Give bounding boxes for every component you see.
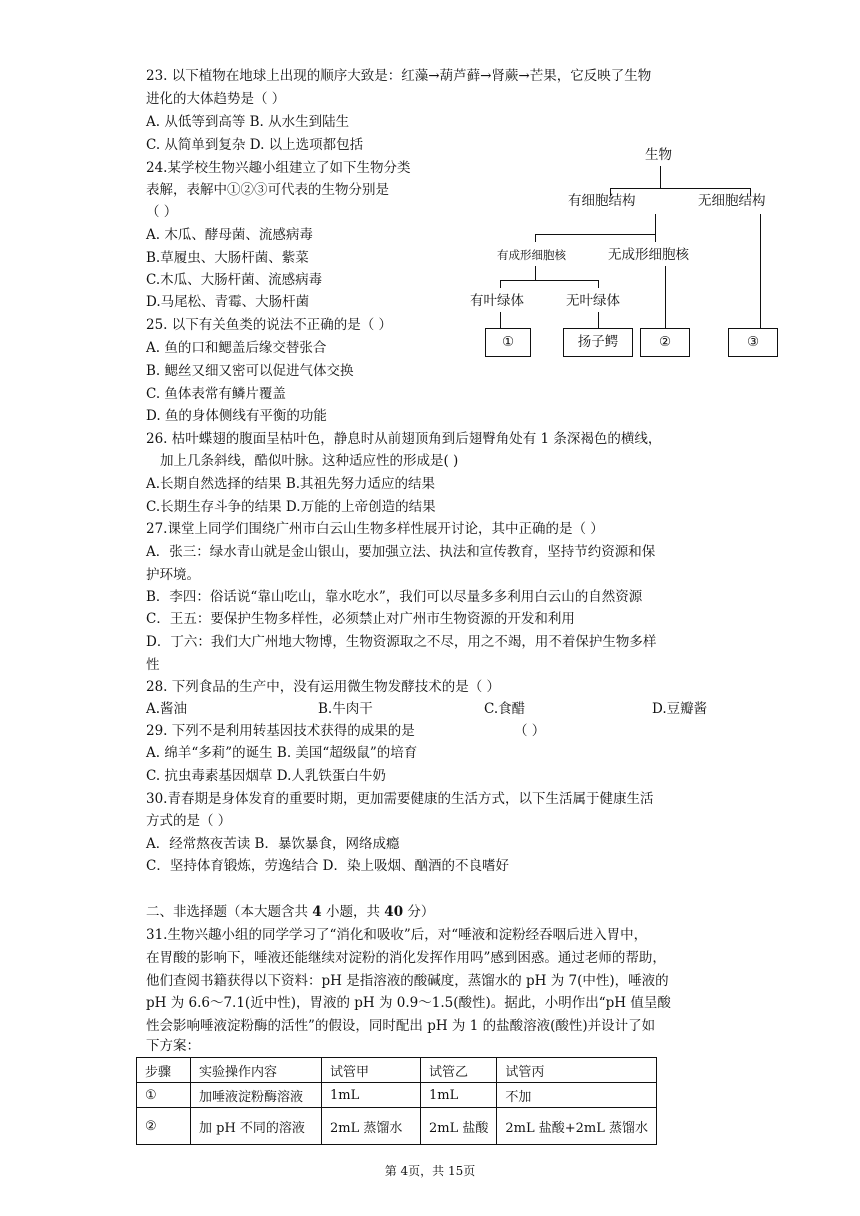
diagram-no-nucleus: 无成形细胞核: [608, 247, 689, 263]
diagram-box-3: ③: [728, 328, 778, 357]
diagram-connector: [598, 312, 599, 328]
q28-stem: 28. 下列食品的生产中，没有运用微生物发酵技术的是（ ）: [146, 679, 501, 695]
q27-option-b: B．李四：俗话说“靠山吃山，靠水吃水”，我们可以尽量多多利用白云山的自然资源: [146, 589, 643, 605]
q23-options-ab: A. 从低等到高等 B. 从水生到陆生: [146, 114, 350, 130]
diagram-connector: [760, 214, 761, 328]
table-header: 步骤: [137, 1058, 191, 1083]
diagram-connector: [500, 280, 501, 288]
q26-options-cd: C.长期生存斗争的结果 D.万能的上帝创造的结果: [146, 499, 436, 515]
page-footer: 第 4页，共 15页: [384, 1164, 476, 1178]
table-header: 试管甲: [322, 1058, 421, 1083]
q29-stem: 29. 下列不是利用转基因技术获得的成果的是: [146, 723, 415, 739]
q31-line2: 在胃酸的影响下，唾液还能继续对淀粉的消化发挥作用吗”感到困惑。通过老师的帮助，: [146, 950, 666, 966]
table-cell: 不加: [497, 1083, 657, 1108]
table-cell: ①: [137, 1083, 191, 1108]
diagram-connector: [598, 280, 599, 288]
q26-line1: 26. 枯叶蝶翅的腹面呈枯叶色，静息时从前翅顶角到后翅臀角处有 1 条深褐色的横线，: [146, 431, 662, 447]
diagram-root: 生物: [645, 147, 672, 163]
diagram-connector: [500, 312, 501, 328]
diagram-connector: [660, 166, 661, 188]
q28-option-c: C.食醋: [484, 701, 526, 717]
diagram-acellular: 无细胞结构: [698, 193, 766, 209]
q28-option-a: A.酱油: [146, 701, 188, 717]
q27-option-a-line1: A．张三：绿水青山就是金山银山，要加强立法、执法和宣传教育，坚持节约资源和保: [146, 544, 656, 560]
table-header: 试管丙: [497, 1058, 657, 1083]
diagram-connector: [500, 280, 598, 281]
diagram-connector: [655, 214, 656, 234]
table-header-row: [137, 1058, 657, 1083]
q27-option-c: C．王五：要保护生物多样性，必须禁止对广州市生物资源的开发和利用: [146, 611, 575, 627]
q26-options-ab: A.长期自然选择的结果 B.其祖先努力适应的结果: [146, 476, 436, 492]
section2-title: 二、非选择题（本大题含共 4 小题，共 40 分）: [146, 904, 435, 920]
table-cell: 1mL: [322, 1083, 421, 1108]
q25-option-c: C. 鱼体表常有鳞片覆盖: [146, 386, 286, 402]
q24-paren: （ ）: [146, 204, 178, 220]
q27-option-a-line2: 护环境。: [146, 567, 200, 583]
q25-option-a: A. 鱼的口和鳃盖后缘交替张合: [146, 340, 327, 356]
table-cell: 1mL: [421, 1083, 497, 1108]
table-cell: 2mL 盐酸+2mL 蒸馏水: [497, 1108, 657, 1145]
diagram-connector: [535, 234, 655, 235]
q27-option-d-line1: D．丁六：我们大广州地大物博，生物资源取之不尽，用之不竭，用不着保护生物多样: [146, 634, 657, 650]
table-cell: 2mL 蒸馏水: [322, 1108, 421, 1145]
q28-option-b: B.牛肉干: [318, 701, 373, 717]
q28-option-d: D.豆瓣酱: [652, 701, 708, 717]
table-row: [137, 1108, 657, 1145]
diagram-connector: [610, 188, 750, 189]
table-cell: 2mL 盐酸: [421, 1108, 497, 1145]
q24-line1: 24.某学校生物兴趣小组建立了如下生物分类: [146, 160, 411, 176]
q27-stem: 27.课堂上同学们围绕广州市白云山生物多样性展开讨论，其中正确的是（ ）: [146, 521, 604, 537]
diagram-connector: [655, 234, 656, 242]
q25-option-d: D. 鱼的身体侧线有平衡的功能: [146, 408, 327, 424]
q25-option-b: B. 鳃丝又细又密可以促进气体交换: [146, 363, 354, 379]
diagram-chloroplast: 有叶绿体: [470, 293, 524, 309]
q30-line2: 方式的是（ ）: [146, 813, 232, 829]
table-cell: ②: [137, 1108, 191, 1145]
q31-line5: 性会影响唾液淀粉酶的活性”的假设，同时配出 pH 为 1 的盐酸溶液(酸性)并设计了如: [146, 1018, 656, 1034]
q31-line6: 下方案：: [146, 1038, 200, 1054]
diagram-box-1: ①: [485, 328, 531, 357]
q23-line2: 进化的大体趋势是（ ）: [146, 91, 286, 107]
experiment-table: [136, 1057, 657, 1145]
q30-options-cd: C．坚持体育锻炼，劳逸结合 D．染上吸烟、酗酒的不良嗜好: [146, 858, 509, 874]
q31-line4: pH 为 6.6～7.1(近中性)，胃液的 pH 为 0.9～1.5(酸性)。据此，小明作出“pH 值呈酸: [146, 995, 671, 1011]
table-row: [137, 1083, 657, 1108]
diagram-box-2: ②: [640, 328, 690, 357]
q31-line3: 他们查阅书籍获得以下资料：pH 是指溶液的酸碱度，蒸馏水的 pH 为 7(中性)，唾液的: [146, 973, 669, 989]
q27-option-d-line2: 性: [146, 657, 160, 673]
classification-diagram: [460, 140, 790, 370]
q24-option-a: A. 木瓜、酵母菌、流感病毒: [146, 227, 313, 243]
q26-line2: 加上几条斜线，酷似叶脉。这种适应性的形成是( ): [160, 453, 459, 469]
q30-line1: 30.青春期是身体发育的重要时期，更加需要健康的生活方式，以下生活属于健康生活: [146, 791, 654, 807]
q24-option-c: C.木瓜、大肠杆菌、流感病毒: [146, 272, 323, 288]
diagram-no-chloroplast: 无叶绿体: [566, 293, 620, 309]
q24-option-b: B.草履虫、大肠杆菌、紫菜: [146, 250, 309, 266]
q29-options-cd: C. 抗虫毒素基因烟草 D.人乳铁蛋白牛奶: [146, 768, 386, 784]
q23-line1: 23. 以下植物在地球上出现的顺序大致是：红藻→葫芦藓→肾蕨→芒果，它反映了生物: [146, 68, 652, 84]
q30-options-ab: A．经常熬夜苦读 B．暴饮暴食，网络成瘾: [146, 836, 400, 852]
table-header: 试管乙: [421, 1058, 497, 1083]
q24-line2: 表解，表解中①②③可代表的生物分别是: [146, 182, 389, 198]
q25-stem: 25. 以下有关鱼类的说法不正确的是（ ）: [146, 317, 393, 333]
diagram-connector: [535, 234, 536, 242]
q24-option-d: D.马尾松、青霉、大肠杆菌: [146, 294, 310, 310]
diagram-connector: [665, 266, 666, 328]
diagram-nucleus: 有成形细胞核: [497, 248, 566, 262]
q23-options-cd: C. 从简单到复杂 D. 以上选项都包括: [146, 137, 364, 153]
table-cell: 加唾液淀粉酶溶液: [191, 1083, 322, 1108]
table-header: 实验操作内容: [191, 1058, 322, 1083]
q29-options-ab: A. 绵羊“多莉”的诞生 B. 美国“超级鼠”的培育: [146, 745, 418, 761]
q31-line1: 31.生物兴趣小组的同学学习了“消化和吸收”后，对“唾液和淀粉经吞咽后进入胃中，: [146, 927, 648, 943]
diagram-connector: [535, 266, 536, 280]
diagram-cellular: 有细胞结构: [568, 193, 636, 209]
q29-paren: （ ）: [514, 723, 546, 739]
table-cell: 加 pH 不同的溶液: [191, 1108, 322, 1145]
diagram-box-alligator: 扬子鳄: [563, 328, 633, 357]
